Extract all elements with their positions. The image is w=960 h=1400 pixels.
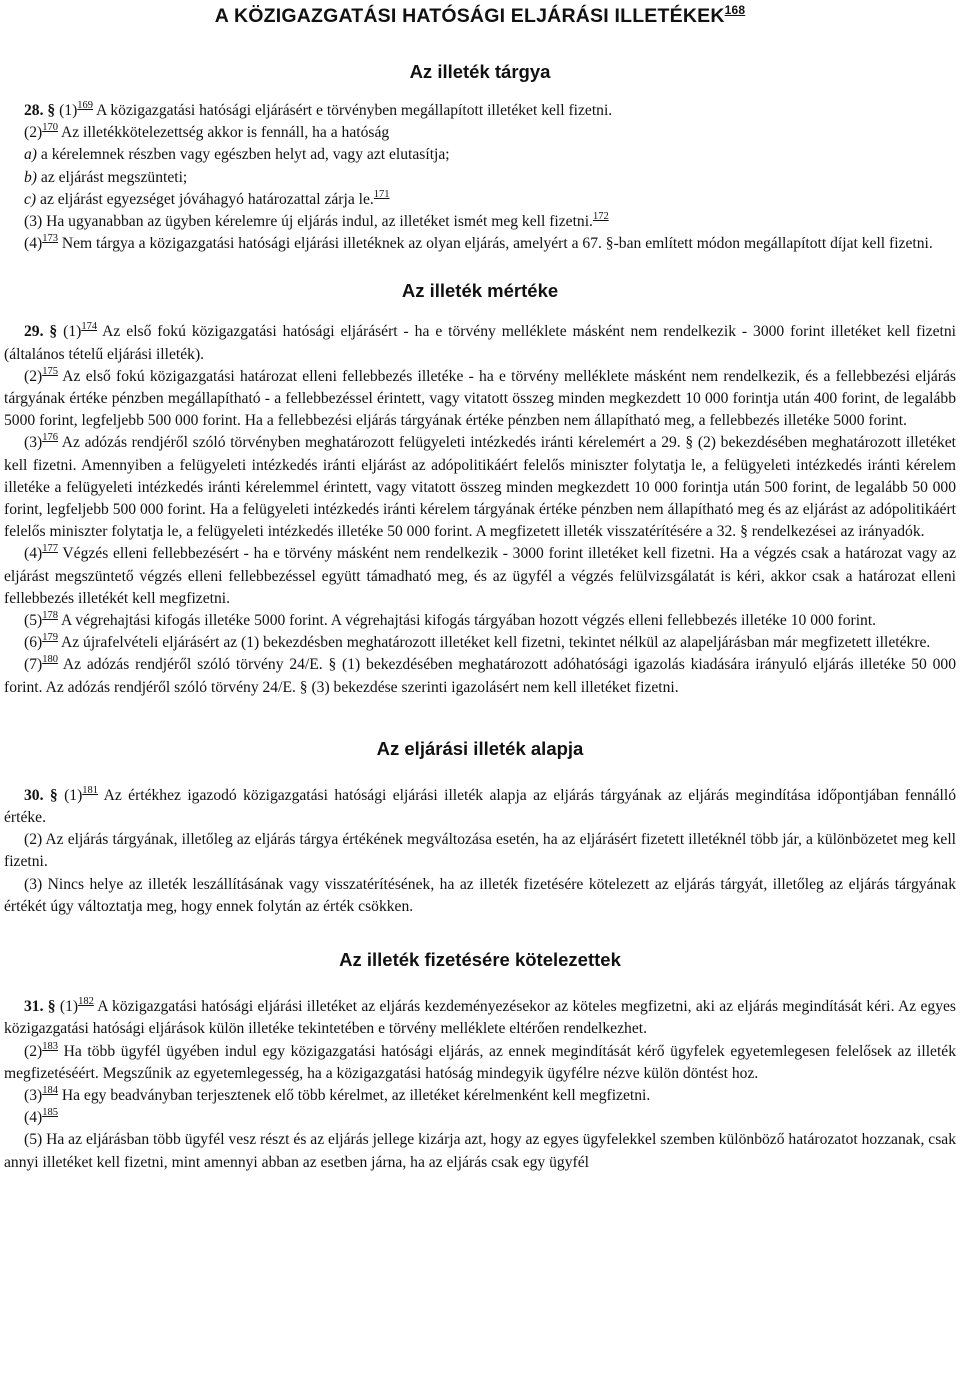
list-item-c: c) az eljárást egyezséget jóváhagyó határozattal zárja le.$^{171}$ <box>24 188 390 208</box>
section-heading: Az illeték mértéke <box>401 280 559 302</box>
paragraph-31-5: (5) Ha az eljárásban több ügyfél vesz részt és az eljárás jellege kizárja azt, hogy az egyes ügyfelekkel szemben különböző határozatot hozzanak, csak annyi illetéket kell fizetni, mint amennyi abban az esetben járna, ha az eljárás csak egy ügyfél <box>4 1131 956 1171</box>
footnote-ref[interactable]: 168 <box>724 3 746 17</box>
paragraph-31-3: (3)$^{184}$ Ha egy beadványban terjesztenek elő több kérelmet, az illetéket kérelmenként kell megfizetni. <box>24 1084 651 1104</box>
footnote-ref[interactable]: 177 <box>42 543 58 555</box>
paragraph-28-1: 28. § (1)$^{169}$ A közigazgatási hatósági eljárásért e törvényben megállapított illetéket kell fizetni. <box>24 100 613 119</box>
paragraph-31-1: 31. § (1)$^{182}$ A közigazgatási hatósági eljárási illetéket az eljárás kezdeményezésekor az köteles megfizetni, aki az eljárás megindítását kéri. Az egyes közigazgatási hatósági eljárások külön illetéke tekintetében e törvény melléklete eltérően rendelkezhet. <box>4 996 956 1038</box>
section-heading: Az eljárási illeték alapja <box>376 737 584 759</box>
paragraph-29-2: (2)$^{175}$ Az első fokú közigazgatási határozat elleni fellebbezés illetéke - ha e törvény melléklete másként nem rendelkezik, és a fellebbezési eljárás tárgyának értéke pénzben megállapítható - a fellebbezéssel érintett, vagy vitatott összeg minden megkezdett 10 000 forintja után 400 forint, de legalább 5000 forint, legfeljebb 500 000 forint. Ha a fellebbezési eljárás tárgyának értéke pénzben nem állapítható meg, a fellebbezés illetéke 5000 forint. <box>4 365 956 430</box>
section-heading: Az illeték tárgya <box>409 61 551 82</box>
paragraph-29-5: (5)$^{178}$ A végrehajtási kifogás illetéke 5000 forint. A végrehajtási kifogás tárgyában hozott végzés elleni fellebbezés illetéke 10 000 forint. <box>24 610 877 630</box>
footnote-ref[interactable]: 170 <box>42 122 58 134</box>
footnote-ref[interactable]: 174 <box>81 321 98 333</box>
list-item-a: a) a kérelemnek részben vagy egészben helyt ad, vagy azt elutasítja; <box>24 146 450 164</box>
footnote-ref[interactable]: 180 <box>42 654 58 666</box>
section-number: 30. § <box>24 786 58 804</box>
footnote-ref[interactable]: 172 <box>592 211 609 223</box>
list-item-b: b) az eljárást megszünteti; <box>24 168 188 186</box>
paragraph-30-3: (3) Nincs helye az illeték leszállításának vagy visszatérítésének, ha az illeték fizetésére kötelezett az eljárás tárgyát, illetőleg az eljárás tárgyának értékét úgy változtatja meg, hogy ennek folytán az érték csökken. <box>4 875 956 915</box>
paragraph-28-4: (4)$^{173}$ Nem tárgya a közigazgatási hatósági eljárási illetéknek az olyan eljárás, amelyért a 67. §-ban említett módon megállapított díjat kell fizetni. <box>24 233 933 253</box>
paragraph-30-2: (2) Az eljárás tárgyának, illetőleg az eljárás tárgya értékének megváltozása esetén, ha az eljárásért fizetett illetéknél több jár, a különbözetet meg kell fizetni. <box>4 831 956 871</box>
paragraph-28-3: (3) Ha ugyanabban az ügyben kérelemre új eljárás indul, az illetéket ismét meg kell fizetni.$^{172}$ <box>24 211 609 231</box>
footnote-ref[interactable]: 175 <box>42 365 58 377</box>
footnote-ref[interactable]: 183 <box>42 1040 58 1052</box>
footnote-ref[interactable]: 171 <box>373 188 390 200</box>
paragraph-31-4: (4)$^{185}$ <box>24 1107 58 1127</box>
footnote-ref[interactable]: 184 <box>42 1084 58 1096</box>
paragraph-31-2: (2)$^{183}$ Ha több ügyfél ügyében indul egy közigazgatási hatósági eljárás, az ennek megindítását kérő ügyfelek egyetemlegesen felelősek az illeték megfizetéséért. Megszűnik az egyetemlegesség, ha a közigazgatási hatóság mindegyik ügyfélre nézve külön döntést hoz. <box>4 1040 956 1082</box>
paragraph-29-3: (3)$^{176}$ Az adózás rendjéről szóló törvényben meghatározott felügyeleti intézkedés iránti kérelemért a 29. § (2) bekezdésében meghatározott illetéket kell fizetni. Amennyiben a felügyeleti intézkedés iránti eljárást az adópolitikáért felelős miniszter folytatja le, a felügyeleti intézkedés iránti kérelem illetéke a felügyeleti intézkedés iránti kérelemmel érintett, vagy vitatott összeg minden megkezdett 10 000 forintja után 500 forint, de legalább 50 000 forint, legfeljebb 500 000 forint. Ha a felügyeleti intézkedés iránti kérelem tárgyának értéke pénzben nem állapítható meg és az eljárást az adópolitikáért felelős miniszter folytatja le, a felügyeleti intézkedés illetéke 50 000 forint. A megfizetett illeték visszatérítésére a 32. § rendelkezései az irányadók. <box>4 432 956 541</box>
footnote-ref[interactable]: 185 <box>42 1107 58 1119</box>
footnote-ref[interactable]: 169 <box>77 100 94 111</box>
document-title: A KÖZIGAZGATÁSI HATÓSÁGI ELJÁRÁSI ILLETÉKEK$^{168}$ <box>214 3 746 27</box>
section-heading: Az illeték fizetésére kötelezettek <box>339 949 621 971</box>
footnote-ref[interactable]: 179 <box>42 632 58 644</box>
footnote-ref[interactable]: 178 <box>42 610 58 622</box>
footnote-ref[interactable]: 182 <box>78 996 94 1008</box>
footnote-ref[interactable]: 173 <box>42 233 58 245</box>
paragraph-29-1: 29. § (1)$^{174}$ Az első fokú közigazgatási hatósági eljárásért - ha e törvény melléklete másként nem rendelkezik - 3000 forint illetéket kell fizetni (általános tételű eljárási illeték). <box>4 321 957 363</box>
section-number: 29. § <box>24 323 58 341</box>
footnote-ref[interactable]: 176 <box>42 432 58 444</box>
paragraph-28-2: (2)$^{170}$ Az illetékkötelezettség akkor is fennáll, ha a hatóság <box>24 122 390 142</box>
paragraph-29-4: (4)$^{177}$ Végzés elleni fellebbezésért - ha e törvény másként nem rendelkezik - 3000 forint illetéket kell fizetni. Ha a végzés csak a határozat vagy az eljárást megszüntető végzés elleni fellebbezéssel együtt támadható meg, és az ügyfél a végzés felülvizsgálatát is kéri, akkor csak a határozat elleni fellebbezés illetékét kell megfizetni. <box>4 543 956 607</box>
paragraph-29-6: (6)$^{179}$ Az újrafelvételi eljárásért az (1) bekezdésben meghatározott illetéket kell fizetni, tekintet nélkül az alapeljárásban már megfizetett illetékre. <box>24 632 931 652</box>
paragraph-30-1: 30. § (1)$^{181}$ Az értékhez igazodó közigazgatási hatósági eljárási illeték alapja az eljárás tárgyának az eljárás megindítása időpontjában fennálló értéke. <box>4 784 956 827</box>
section-number: 31. § <box>24 998 56 1016</box>
footnote-ref[interactable]: 181 <box>82 784 99 796</box>
section-number: 28. § <box>24 102 56 119</box>
paragraph-29-7: (7)$^{180}$ Az adózás rendjéről szóló törvény 24/E. § (1) bekezdésében meghatározott adóhatósági igazolás kiadására irányuló eljárás illetéke 50 000 forint. Az adózás rendjéről szóló törvény 24/E. § (3) bekezdése szerinti igazolásért nem kell illetéket fizetni. <box>4 654 956 696</box>
